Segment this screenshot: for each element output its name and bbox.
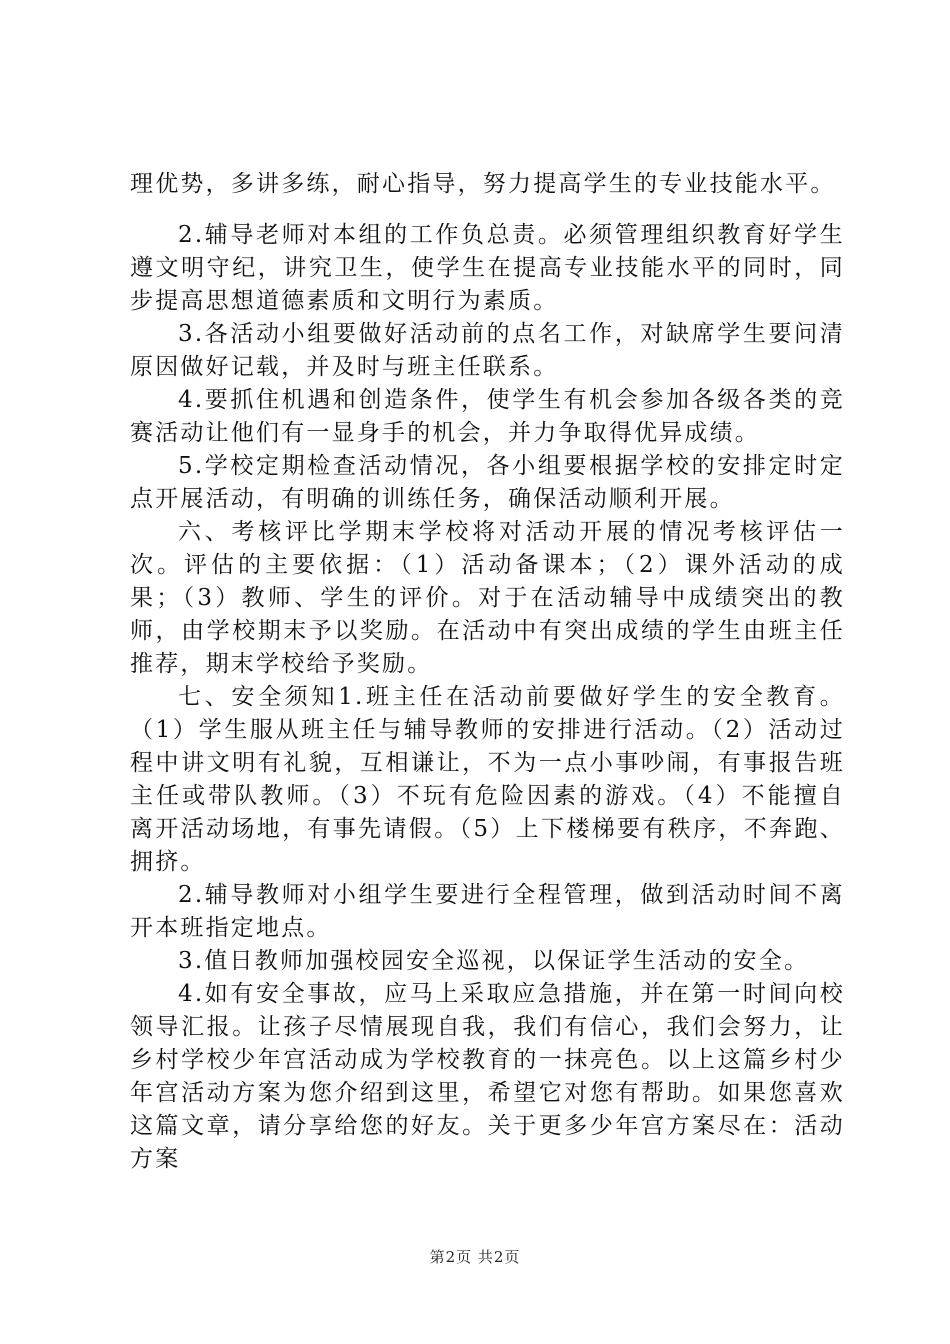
document-body	[130, 168, 845, 1176]
page-footer	[0, 1246, 950, 1267]
paragraph-safety-item-4: 4.如有安全事故，应马上采取应急措施，并在第一时间向校领导汇报。让孩子尽情展现自我，我们有信心，我们会努力，让乡村学校少年宫活动成为学校教育的一抹亮色。以上这篇乡村少年宫活动方案为您介绍到这里，希望它对您有帮助。如果您喜欢这篇文章，请分享给您的好友。关于更多少年宫方案尽在：活动方案	[130, 981, 845, 1172]
page-number-label: 第2页 共2页	[429, 1248, 521, 1266]
paragraph-section-6-assessment: 六、考核评比学期末学校将对活动开展的情况考核评估一次。评估的主要依据：（1）活动备课本；（2）课外活动的成果；（3）教师、学生的评价。对于在活动辅导中成绩突出的教师，由学校期末予以奖励。在活动中有突出成绩的学生由班主任推荐，期末学校给予奖励。	[130, 519, 845, 677]
paragraph-item-2: 2.辅导老师对本组的工作负总责。必须管理组织教育好学生遵文明守纪，讲究卫生，使学生在提高专业技能水平的同时，同步提高思想道德素质和文明行为素质。	[130, 222, 845, 314]
paragraph-item-3: 3.各活动小组要做好活动前的点名工作，对缺席学生要问清原因做好记载，并及时与班主任联系。	[130, 321, 845, 380]
paragraph-safety-item-2: 2.辅导教师对小组学生要进行全程管理，做到活动时间不离开本班指定地点。	[130, 882, 845, 941]
paragraph-safety-item-3: 3.值日教师加强校园安全巡视，以保证学生活动的安全。	[178, 948, 810, 974]
paragraph-item-4: 4.要抓住机遇和创造条件，使学生有机会参加各级各类的竞赛活动让他们有一显身手的机会，并力争取得优异成绩。	[130, 387, 845, 446]
paragraph-item-5: 5.学校定期检查活动情况，各小组要根据学校的安排定时定点开展活动，有明确的训练任务，确保活动顺利开展。	[130, 453, 845, 512]
paragraph-section-7-safety: 七、安全须知1.班主任在活动前要做好学生的安全教育。（1）学生服从班主任与辅导教师的安排进行活动。（2）活动过程中讲文明有礼貌，互相谦让，不为一点小事吵闹，有事报告班主任或带队教师。（3）不玩有危险因素的游戏。（4）不能擅自离开活动场地，有事先请假。（5）上下楼梯要有秩序，不奔跑、拥挤。	[130, 684, 845, 875]
paragraph-continuation: 理优势，多讲多练，耐心指导，努力提高学生的专业技能水平。	[130, 171, 836, 197]
